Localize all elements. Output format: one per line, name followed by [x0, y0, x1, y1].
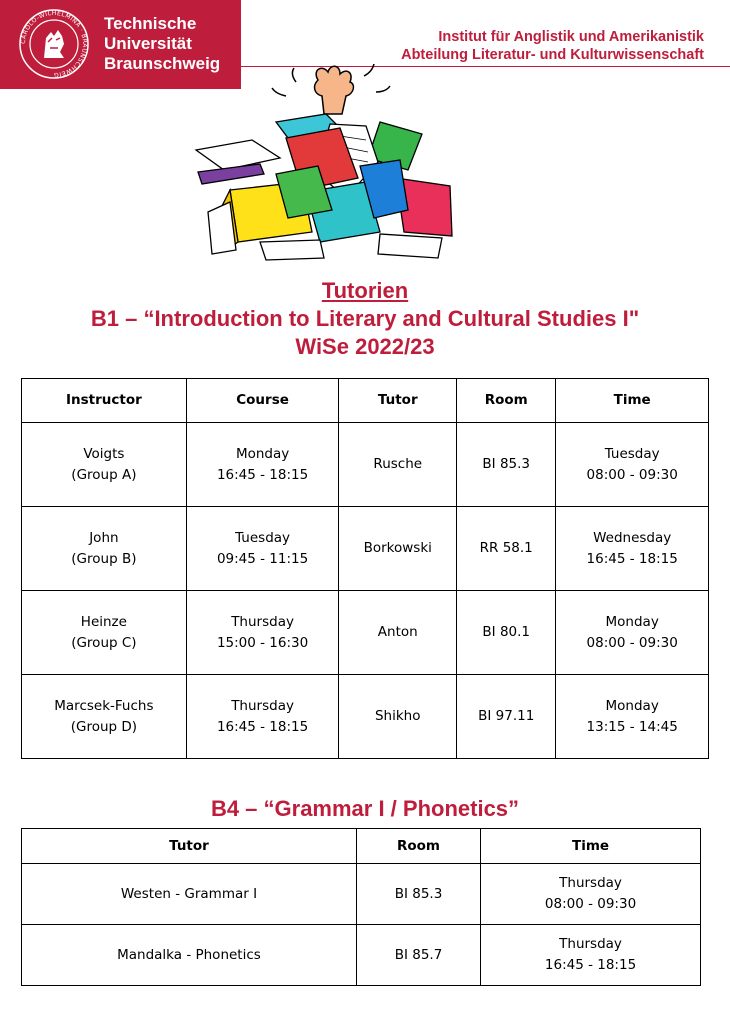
instructor-name: Heinze: [80, 613, 127, 630]
university-seal-icon: [18, 8, 90, 80]
course-cell: [186, 675, 339, 759]
department-name: Abteilung Literatur- und Kulturwissenschaft: [401, 47, 704, 63]
tutorial-hours: 08:00 - 09:30: [586, 634, 678, 651]
tutorial-day: Thursday: [559, 936, 622, 952]
b4-tutorial-table: [21, 828, 701, 986]
instructor-name: Marcsek-Fuchs: [54, 697, 154, 714]
group-label: (Group B): [71, 550, 137, 567]
semester-label: WiSe 2022/23: [295, 334, 435, 359]
logo-line: Technische: [104, 14, 197, 33]
tutorial-day: Wednesday: [593, 529, 672, 546]
column-header: Tutor: [22, 829, 357, 864]
instructor-name: John: [89, 529, 119, 546]
seal-text: CAROLO-WILHELMINA · BRAUNSCHWEIG: [19, 9, 89, 79]
logo-line: Universität: [104, 34, 192, 53]
course-time: 16:45 - 18:15: [216, 466, 309, 483]
course-b4-title: B4 – “Grammar I / Phonetics”: [210, 796, 520, 821]
table-row: [22, 864, 701, 925]
course-day: Monday: [235, 445, 290, 462]
table-header-row: [22, 379, 709, 423]
time-cell: [556, 675, 709, 759]
column-header: Time: [481, 829, 701, 864]
room-cell: BI 85.3: [457, 423, 556, 507]
room-cell: RR 58.1: [457, 507, 556, 591]
instructor-name: Voigts: [83, 445, 125, 462]
room-cell: BI 80.1: [457, 591, 556, 675]
tutorial-day: Thursday: [559, 875, 622, 891]
course-time: 16:45 - 18:15: [216, 718, 309, 735]
tutor-cell: Shikho: [339, 675, 457, 759]
course-day: Tuesday: [235, 529, 291, 546]
group-label: (Group A): [71, 466, 137, 483]
tutorial-hours: 08:00 - 09:30: [586, 466, 678, 483]
institute-name: Institut für Anglistik und Amerikanistik: [438, 29, 704, 45]
time-cell: [481, 925, 701, 986]
group-label: (Group D): [70, 718, 138, 735]
time-cell: [556, 591, 709, 675]
course-time: 09:45 - 11:15: [216, 550, 309, 567]
b1-tutorial-table: [21, 378, 709, 759]
room-cell: BI 85.7: [356, 925, 480, 986]
tutor-cell: Rusche: [339, 423, 457, 507]
course-day: Thursday: [231, 613, 294, 630]
tutorial-day: Tuesday: [604, 445, 660, 462]
table-row: [22, 675, 709, 759]
table-row: [22, 591, 709, 675]
page-title: Tutorien: [321, 278, 409, 303]
instructor-cell: [22, 423, 187, 507]
course-time: 15:00 - 16:30: [216, 634, 309, 651]
institute-header: [401, 28, 704, 64]
table-row: [22, 423, 709, 507]
course-day: Thursday: [231, 697, 294, 714]
tutorial-hours: 13:15 - 14:45: [586, 718, 678, 735]
tutor-cell: Mandalka - Phonetics: [22, 925, 357, 986]
column-header: Time: [556, 379, 709, 423]
column-header: Instructor: [22, 379, 187, 423]
tutorial-hours: 16:45 - 18:15: [544, 957, 637, 973]
stack-of-books-icon: [190, 62, 480, 267]
time-cell: [556, 507, 709, 591]
logo-line: Braunschweig: [104, 54, 221, 73]
tutorial-hours: 16:45 - 18:15: [586, 550, 678, 567]
column-header: Course: [186, 379, 339, 423]
tutor-cell: Westen - Grammar I: [22, 864, 357, 925]
tutor-cell: Anton: [339, 591, 457, 675]
table-row: [22, 507, 709, 591]
course-cell: [186, 591, 339, 675]
table-row: [22, 925, 701, 986]
column-header: Tutor: [339, 379, 457, 423]
room-cell: BI 85.3: [356, 864, 480, 925]
table-header-row: [22, 829, 701, 864]
instructor-cell: [22, 591, 187, 675]
course-b1-title: B1 – “Introduction to Literary and Cultural Studies I": [90, 306, 640, 331]
tutorial-day: Monday: [605, 613, 659, 630]
tutorial-day: Monday: [605, 697, 659, 714]
instructor-cell: [22, 507, 187, 591]
tutor-cell: Borkowski: [339, 507, 457, 591]
tutorial-hours: 08:00 - 09:30: [544, 896, 637, 912]
time-cell: [556, 423, 709, 507]
group-label: (Group C): [71, 634, 137, 651]
time-cell: [481, 864, 701, 925]
course-cell: [186, 423, 339, 507]
room-cell: BI 97.11: [457, 675, 556, 759]
column-header: Room: [356, 829, 480, 864]
course-cell: [186, 507, 339, 591]
instructor-cell: [22, 675, 187, 759]
column-header: Room: [457, 379, 556, 423]
